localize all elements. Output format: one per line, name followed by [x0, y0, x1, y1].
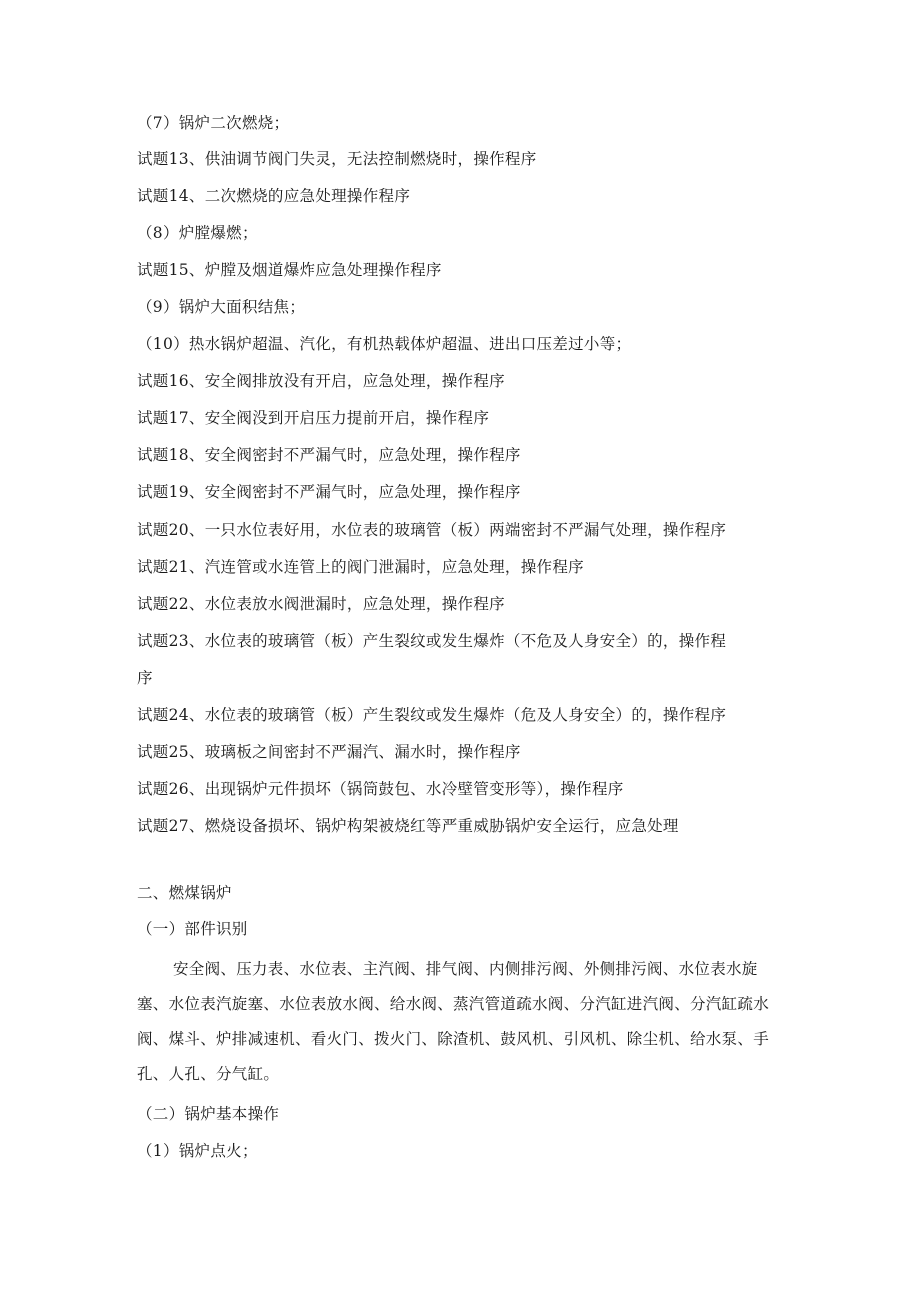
item-line: 试题20、一只水位表好用，水位表的玻璃管（板）两端密封不严漏气处理，操作程序 — [137, 521, 727, 539]
subsection-title: （一）部件识别 — [137, 920, 248, 938]
item-line: 序 — [137, 669, 153, 687]
item-line: （9）锅炉大面积结焦； — [137, 298, 306, 316]
section-title: 二、燃煤锅炉 — [137, 884, 232, 902]
item-line: 试题24、水位表的玻璃管（板）产生裂纹或发生爆炸（危及人身安全）的，操作程序 — [137, 706, 727, 724]
item-line: 试题25、玻璃板之间密封不严漏汽、漏水时，操作程序 — [137, 743, 521, 761]
item-line: 试题14、二次燃烧的应急处理操作程序 — [137, 187, 411, 205]
item-line: 试题22、水位表放水阀泄漏时，应急处理，操作程序 — [137, 595, 505, 613]
item-line: 试题17、安全阀没到开启压力提前开启，操作程序 — [137, 409, 490, 427]
item-line: 试题21、汽连管或水连管上的阀门泄漏时，应急处理，操作程序 — [137, 558, 584, 576]
item-line: （8）炉膛爆燃； — [137, 224, 258, 242]
parts-paragraph: 安全阀、压力表、水位表、主汽阀、排气阀、内侧排污阀、外侧排污阀、水位表水旋塞、水位表汽旋塞、水位表放水阀、给水阀、蒸汽管道疏水阀、分汽缸进汽阀、分汽缸疏水阀、煤斗、炉排减速机、看火门、拨火门、除渣机、鼓风机、引风机、除尘机、给水泵、手孔、人孔、分气缸。 — [137, 960, 770, 1083]
subsection-title: （二）锅炉基本操作 — [137, 1105, 280, 1123]
item-line: （1）锅炉点火； — [137, 1142, 258, 1160]
item-line: 试题26、出现锅炉元件损坏（锅筒鼓包、水冷壁管变形等），操作程序 — [137, 780, 624, 798]
item-line: 试题19、安全阀密封不严漏气时，应急处理，操作程序 — [137, 483, 521, 501]
item-line: （10）热水锅炉超温、汽化，有机热载体炉超温、进出口压差过小等； — [137, 335, 632, 353]
item-line: 试题16、安全阀排放没有开启，应急处理，操作程序 — [137, 372, 505, 390]
item-line: 试题15、炉膛及烟道爆炸应急处理操作程序 — [137, 261, 442, 279]
item-line: 试题18、安全阀密封不严漏气时，应急处理，操作程序 — [137, 446, 521, 464]
item-line: 试题13、供油调节阀门失灵，无法控制燃烧时，操作程序 — [137, 150, 537, 168]
item-line: 试题27、燃烧设备损坏、锅炉构架被烧红等严重威胁锅炉安全运行，应急处理 — [137, 817, 679, 835]
item-line: 试题23、水位表的玻璃管（板）产生裂纹或发生爆炸（不危及人身安全）的，操作程 — [137, 632, 727, 650]
item-line: （7）锅炉二次燃烧； — [137, 114, 290, 132]
